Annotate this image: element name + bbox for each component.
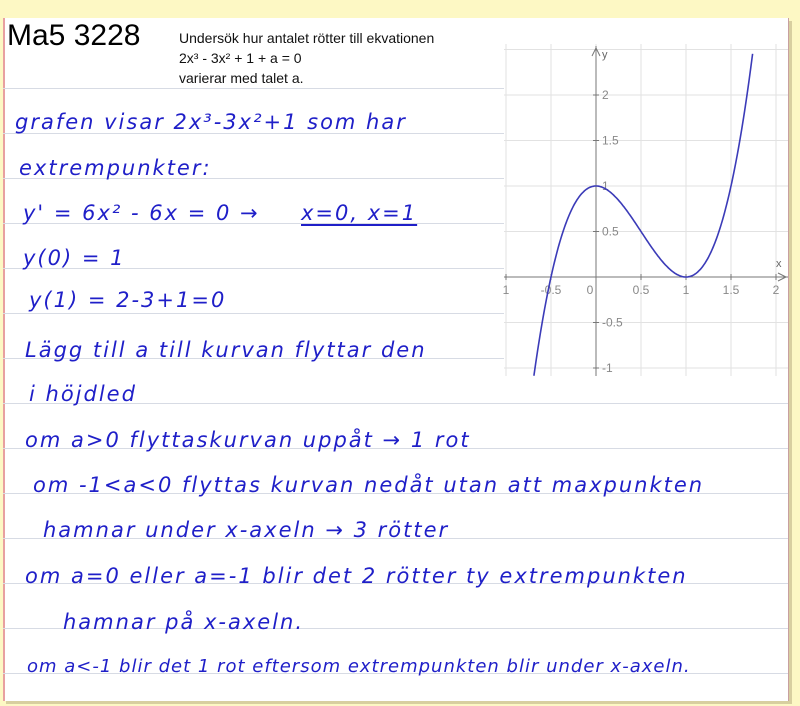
y-tick-label: 1.5: [602, 133, 619, 148]
y-axis-label: y: [602, 49, 608, 61]
note-line: hamnar på x-axeln.: [63, 610, 305, 634]
note-line: om a=0 eller a=-1 blir det 2 rötter ty extrempunkten: [25, 564, 688, 588]
y-tick-label: 2: [602, 88, 609, 102]
note-line: hamnar under x-axeln → 3 rötter: [43, 518, 450, 542]
problem-id: Ma5 3228: [7, 19, 141, 52]
note-line: y(1) = 2-3+1=0: [29, 288, 227, 312]
note-line: y(0) = 1: [23, 246, 126, 270]
note-line: grafen visar 2x³-3x²+1 som har: [15, 110, 407, 134]
x-tick-label: 0.5: [632, 283, 650, 297]
note-line: om -1<a<0 flyttas kurvan nedåt utan att maxpunkten: [33, 473, 705, 497]
chart-svg: [504, 44, 788, 376]
task-text: [179, 28, 434, 88]
note-line: om a<-1 blir det 1 rot eftersom extrempunkten blir under x-axeln.: [27, 656, 691, 677]
x-tick-label: 1.5: [722, 283, 740, 297]
task-line: Undersök hur antalet rötter till ekvationen: [179, 30, 435, 46]
x-tick-label: 0: [586, 283, 594, 297]
note-line: om a>0 flyttaskurvan uppåt → 1 rot: [25, 428, 471, 452]
x-tick-label: 2: [772, 283, 780, 297]
y-tick-label: -1: [602, 361, 613, 375]
function-curve: [534, 54, 753, 376]
note-line: extrempunkter:: [19, 156, 212, 180]
function-graph: [504, 44, 788, 376]
note-line: y' = 6x² - 6x = 0 →: [23, 201, 260, 225]
x-tick-label: 1: [682, 283, 690, 297]
y-tick-label: -0.5: [602, 315, 623, 330]
y-tick-label: 1: [602, 179, 609, 193]
task-line: 2x³ - 3x² + 1 + a = 0: [179, 50, 302, 66]
note-line: i höjdled: [29, 382, 137, 406]
y-tick-label: 0.5: [602, 224, 619, 239]
note-line-underlined: x=0, x=1: [301, 201, 418, 225]
x-tick-label: 1: [502, 283, 510, 297]
note-line: Lägg till a till kurvan flyttar den: [25, 338, 427, 362]
margin-line: [3, 18, 5, 701]
task-line: varierar med talet a.: [179, 70, 304, 86]
x-axis-label: x: [776, 258, 782, 270]
x-tick-label: -0.5: [540, 283, 562, 297]
